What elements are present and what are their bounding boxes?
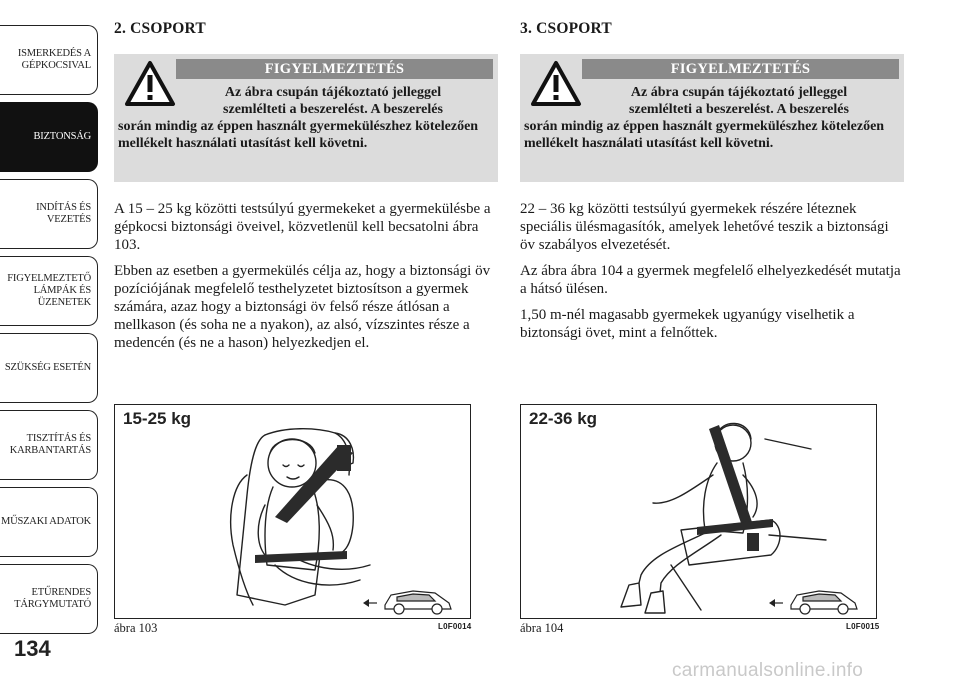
paragraph: Az ábra ábra 104 a gyermek megfelelő elhelyezkedését mutatja a hátsó ülésen. (520, 263, 901, 297)
section-title: 3. CSOPORT (520, 20, 612, 37)
left-column (114, 20, 498, 360)
warning-line: Az ábra csupán tájékoztató jelleggel (224, 85, 442, 100)
tab-ismerkedes[interactable]: ISMERKEDÉS A GÉPKOCSIVAL (0, 25, 98, 95)
warning-line: Az ábra csupán tájékoztató jelleggel (630, 85, 848, 100)
tab-figyelmezteto[interactable]: FIGYELMEZTETŐ LÁMPÁK ÉS ÜZENETEK (0, 256, 98, 326)
warning-box (114, 54, 498, 182)
weight-label: 22-36 kg (529, 409, 598, 428)
figure-104 (520, 404, 877, 619)
warning-line: során mindig az éppen használt gyermekülészhez kötelezően mellékelt használati utasítást kell követni. (524, 119, 885, 151)
tab-muszaki[interactable]: MŰSZAKI ADATOK (0, 487, 98, 557)
warning-box (520, 54, 904, 182)
paragraph: A 15 – 25 kg közötti testsúlyú gyermekeket a gyermekülésbe a gépkocsi biztonsági öveivel, közvetlenül kell becsatolni ábra 103. (114, 201, 491, 253)
warning-text (524, 84, 896, 152)
figure-103 (114, 404, 471, 619)
paragraph: 22 – 36 kg közötti testsúlyú gyermekek részére léteznek speciális ülésmagasítók, amelyek lehetővé teszik a biztonsági öv szabályos elvezetését. (520, 201, 889, 253)
warning-text (118, 84, 490, 152)
child-seat-illustration (115, 405, 470, 618)
figure-caption: ábra 103 (114, 621, 158, 635)
section-title: 2. CSOPORT (114, 20, 206, 37)
watermark: carmanualsonline.info (672, 660, 864, 681)
body-text (114, 200, 498, 352)
body-text (520, 200, 904, 342)
warning-line: során mindig az éppen használt gyermekülészhez kötelezően mellékelt használati utasítást kell követni. (118, 119, 479, 151)
booster-seat-illustration (521, 405, 876, 618)
paragraph: Ebben az esetben a gyermekülés célja az, hogy a biztonsági öv pozíciójának megfelelő testhelyzetet biztosítson a gyermek számára, azaz hogy a biztonsági öv felső része átlósan a mellkason (és soha ne a nyakon), az alsó, vízszintes része a medencén (és ne a hason) helyezkedjen el. (114, 263, 491, 351)
paragraph: 1,50 m-nél magasabb gyermekek ugyanúgy viselhetik a biztonsági övet, mint a felnőttek. (520, 307, 855, 341)
figure-code: L0F0014 (438, 622, 472, 631)
figure-caption: ábra 104 (520, 621, 564, 635)
page-number: 134 (14, 636, 51, 661)
tab-tisztitas[interactable]: TISZTÍTÁS ÉS KARBANTARTÁS (0, 410, 98, 480)
warning-header: FIGYELMEZTETÉS (176, 59, 493, 79)
right-column (520, 20, 904, 350)
tab-targymutato[interactable]: ETŰRENDES TÁRGYMUTATÓ (0, 564, 98, 634)
tab-szukseg[interactable]: SZÜKSÉG ESETÉN (0, 333, 98, 403)
figure-code: L0F0015 (846, 622, 880, 631)
tab-inditas[interactable]: INDÍTÁS ÉS VEZETÉS (0, 179, 98, 249)
warning-line: szemlélteti a beszerelést. A beszerelés (629, 102, 849, 117)
warning-header: FIGYELMEZTETÉS (582, 59, 899, 79)
warning-line: szemlélteti a beszerelést. A beszerelés (223, 102, 443, 117)
tab-biztonsag[interactable]: BIZTONSÁG (0, 102, 98, 172)
weight-label: 15-25 kg (123, 409, 192, 428)
